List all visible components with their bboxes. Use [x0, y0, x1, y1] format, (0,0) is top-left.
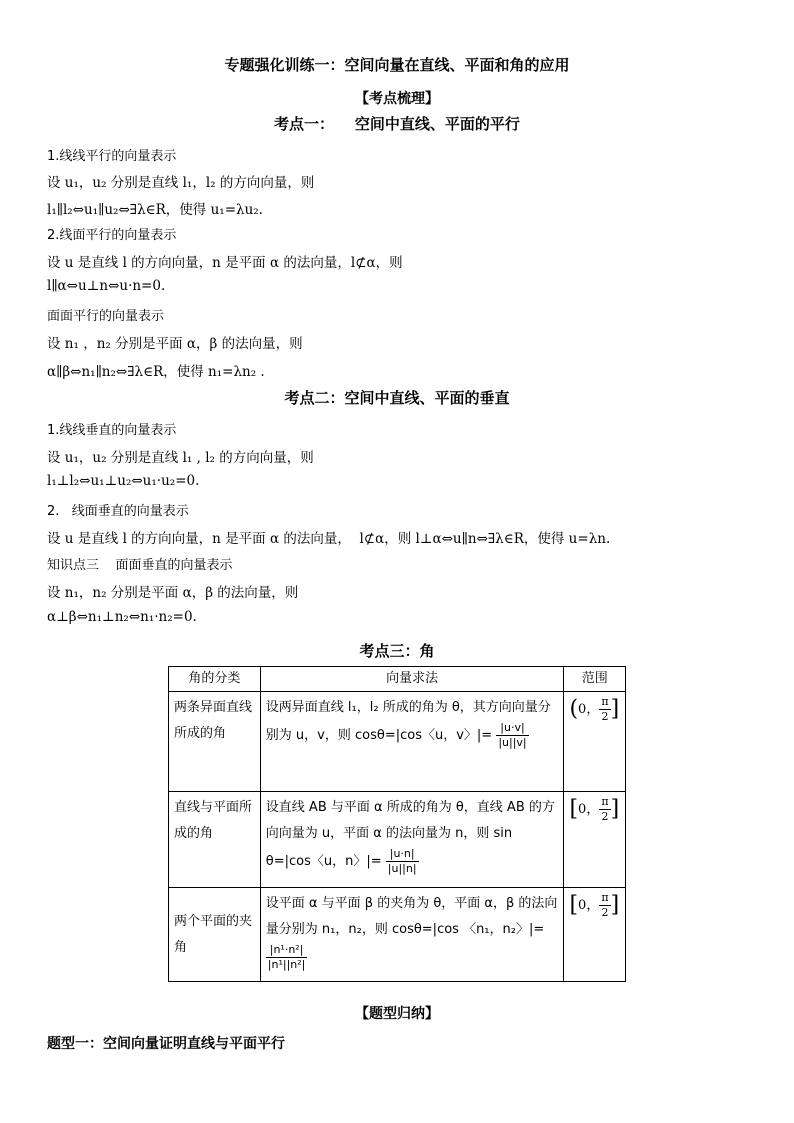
- perp-line-1: 1.线线垂直的向量表示: [47, 423, 177, 438]
- parallel-line-4: 2.线面平行的向量表示: [47, 228, 177, 243]
- table-header-category: 角的分类: [169, 667, 261, 692]
- perp-line-7: 设 n₁，n₂ 分别是平面 α，β 的法向量，则: [47, 585, 299, 601]
- fraction-denominator: |n¹||n²|: [267, 958, 306, 971]
- angle-table: [168, 666, 626, 982]
- range-pi: π: [601, 795, 609, 808]
- fraction-numerator: |u·n|: [386, 847, 419, 862]
- parallel-line-9: α∥β⇔n₁∥n₂⇔∃λ∈R，使得 n₁=λn₂ .: [47, 364, 265, 380]
- perp-line-3: l₁⊥l₂⇔u₁⊥u₂⇔u₁·u₂=0.: [47, 473, 200, 489]
- fraction-denominator: |u||v|: [498, 736, 527, 749]
- range-cell: [564, 692, 626, 792]
- range-interval: [569, 695, 620, 723]
- fraction: [386, 847, 419, 876]
- parallel-line-6: l∥α⇔u⊥n⇔u·n=0.: [47, 278, 166, 294]
- parallel-line-2: 设 u₁，u₂ 分别是直线 l₁，l₂ 的方向向量，则: [47, 175, 315, 191]
- point1-heading: 考点一： 空间中直线、平面的平行: [274, 115, 520, 133]
- method-text: 设两异面直线 l₁，l₂ 所成的角为 θ，其方向向量分别为 u，v，则 cosθ=|cos〈u，v〉|=: [265, 700, 551, 743]
- perp-line-2: 设 u₁，u₂ 分别是直线 l₁ , l₂ 的方向向量，则: [47, 450, 314, 466]
- fraction-numerator: |n¹·n²|: [266, 943, 308, 958]
- range-interval: [569, 795, 620, 823]
- range-pi: π: [601, 891, 609, 904]
- method-cell: [260, 888, 564, 982]
- range-fraction: [599, 891, 610, 920]
- range-interval: [569, 891, 620, 919]
- range-fraction: [599, 695, 610, 724]
- type1-heading: 题型一：空间向量证明直线与平面平行: [47, 1036, 285, 1052]
- table-row: [169, 792, 626, 888]
- method-cell: [260, 792, 564, 888]
- parallel-line-3: l₁∥l₂⇔u₁∥u₂⇔∃λ∈R，使得 u₁=λu₂.: [47, 202, 263, 218]
- perp-line-5: 设 u 是直线 l 的方向向量，n 是平面 α 的法向量， l⊄α，则 l⊥α⇔u∥n⇔∃λ∈R，使得 u=λn.: [47, 531, 611, 547]
- fraction-numerator: |u·v|: [496, 721, 528, 736]
- parallel-line-8: 设 n₁ ，n₂ 分别是平面 α，β 的法向量，则: [47, 336, 303, 352]
- category-cell: 两个平面的夹角: [169, 888, 261, 982]
- section-review-heading: 【考点梳理】: [355, 91, 439, 107]
- range-pi: π: [601, 695, 609, 708]
- range-left: 0，: [578, 898, 600, 913]
- perp-line-4: 2. 线面垂直的向量表示: [47, 504, 189, 519]
- range-left: 0，: [578, 802, 600, 817]
- range-cell: [564, 792, 626, 888]
- parallel-line-5: 设 u 是直线 l 的方向向量，n 是平面 α 的法向量，l⊄α，则: [47, 255, 403, 271]
- parallel-line-7: 面面平行的向量表示: [47, 309, 165, 324]
- section-types-heading: 【题型归纳】: [355, 1006, 439, 1022]
- perp-line-6: 知识点三 面面垂直的向量表示: [47, 558, 233, 573]
- range-two: 2: [601, 906, 609, 919]
- range-open-bracket: [: [569, 892, 579, 918]
- table-row: [169, 888, 626, 982]
- table-header-row: [169, 667, 626, 692]
- range-close-bracket: ]: [610, 696, 620, 722]
- category-cell: 两条异面直线所成的角: [169, 692, 261, 792]
- method-cell: [260, 692, 564, 792]
- document-title: 专题强化训练一：空间向量在直线、平面和角的应用: [224, 56, 570, 74]
- perp-line-8: α⊥β⇔n₁⊥n₂⇔n₁·n₂=0.: [47, 609, 197, 625]
- range-cell: [564, 888, 626, 982]
- point2-heading: 考点二：空间中直线、平面的垂直: [284, 389, 510, 407]
- table-header-range: 范围: [564, 667, 626, 692]
- range-open-bracket: [: [569, 796, 579, 822]
- range-fraction: [599, 795, 610, 824]
- range-two: 2: [601, 710, 609, 723]
- range-close-bracket: ]: [610, 892, 620, 918]
- fraction: [496, 721, 528, 750]
- point3-heading: 考点三：角: [359, 642, 435, 660]
- range-left: 0，: [578, 702, 600, 717]
- range-open-bracket: (: [569, 696, 579, 722]
- method-text: 设直线 AB 与平面 α 所成的角为 θ，直线 AB 的方向向量为 u，平面 α 的法向量为 n，则 sin θ=|cos〈u，n〉|=: [265, 800, 555, 869]
- range-close-bracket: ]: [610, 796, 620, 822]
- method-text: 设平面 α 与平面 β 的夹角为 θ，平面 α，β 的法向量分别为 n₁，n₂，则 cosθ=|cos 〈n₁，n₂〉|=: [265, 896, 558, 937]
- fraction: [266, 943, 308, 972]
- parallel-line-1: 1.线线平行的向量表示: [47, 149, 177, 164]
- table-row: [169, 692, 626, 792]
- range-two: 2: [601, 810, 609, 823]
- fraction-denominator: |u||n|: [387, 862, 417, 875]
- table-header-method: 向量求法: [260, 667, 564, 692]
- category-cell: 直线与平面所成的角: [169, 792, 261, 888]
